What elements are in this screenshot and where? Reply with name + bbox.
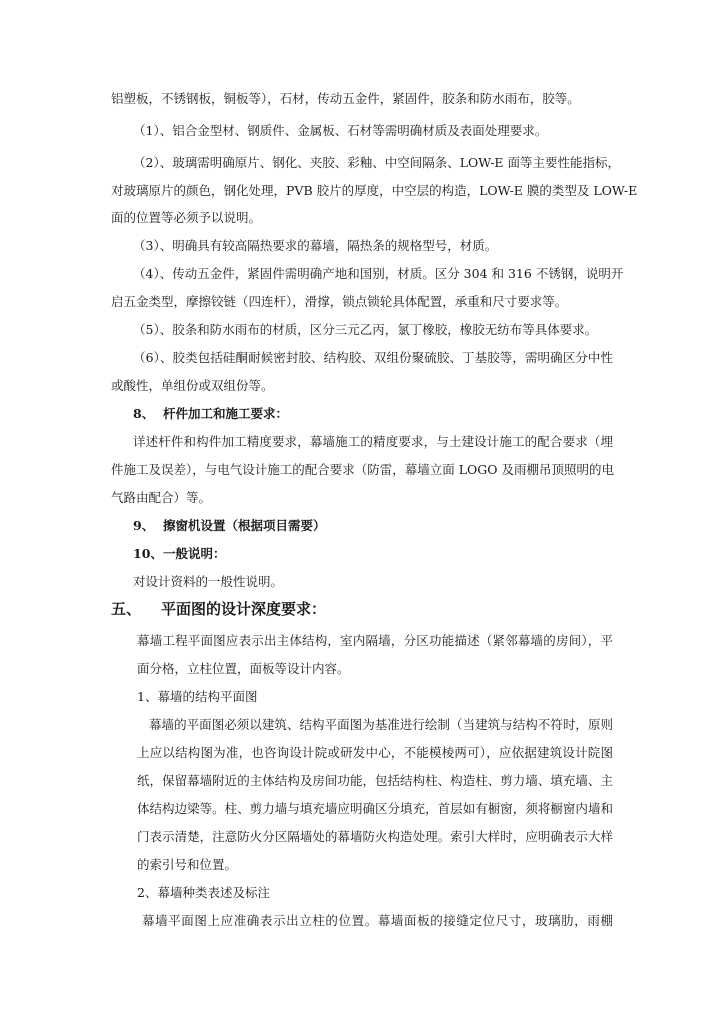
subheading-9 bbox=[133, 518, 613, 534]
text-line: （6）、胶类包括硅酮耐候密封胶、结构胶、双组份聚硫胶、丁基胶等，需明确区分中性 bbox=[133, 350, 613, 365]
text-line: 幕墙工程平面图应表示出主体结构，室内隔墙，分区功能描述（紧邻幕墙的房间），平 bbox=[137, 633, 613, 648]
subheading-10 bbox=[133, 546, 613, 562]
text-line: （4）、传动五金件，紧固件需明确产地和国别，材质。区分 304 和 316 不锈钢，说明开 bbox=[133, 266, 624, 281]
text-line: 幕墙的平面图必须以建筑、结构平面图为基准进行绘制（当建筑与结构不符时，原则 bbox=[149, 717, 613, 732]
text-line: 或酸性，单组份或双组份等。 bbox=[111, 378, 274, 393]
text-line: 启五金类型，摩擦铰链（四连杆），滑撑，锁点锁轮具体配置，承重和尺寸要求等。 bbox=[111, 294, 568, 309]
text-line: 详述杆件和构件加工精度要求，幕墙施工的精度要求，与土建设计施工的配合要求（埋 bbox=[133, 434, 613, 449]
text-line: 对玻璃原片的颜色，钢化处理，PVB 胶片的厚度，中空层的构造，LOW-E 膜的类型及 LOW-E bbox=[111, 183, 638, 198]
text-line: 上应以结构图为准，也咨询设计院或研发中心，不能模棱两可），应依据建筑设计院图 bbox=[137, 745, 613, 760]
heading-title: 杆件加工和施工要求： bbox=[163, 406, 289, 421]
text-line: 体结构边梁等。柱、剪力墙与填充墙应明确区分填充，首层如有橱窗，须将橱窗内墙和 bbox=[137, 801, 613, 816]
text-line: 幕墙平面图上应准确表示出立柱的位置。幕墙面板的接缝定位尺寸，玻璃肋，雨棚 bbox=[142, 913, 613, 928]
subheading-8 bbox=[133, 406, 613, 422]
text-line: 铝塑板，不锈钢板，铜板等），石材，传动五金件，紧固件，胶条和防水雨布，胶等。 bbox=[111, 91, 580, 106]
section-heading bbox=[111, 601, 613, 617]
section-title: 平面图的设计深度要求： bbox=[161, 600, 327, 618]
section-number: 五、 bbox=[111, 600, 142, 618]
heading-number: 10、 bbox=[133, 546, 163, 561]
text-line: 面分格，立柱位置，面板等设计内容。 bbox=[137, 661, 350, 676]
text-line: （3）、明确具有较高隔热要求的幕墙，隔热条的规格型号，材质。 bbox=[133, 238, 498, 253]
text-line: 件施工及误差），与电气设计施工的配合要求（防雷，幕墙立面 LOGO 及雨棚吊顶照明的电 bbox=[111, 462, 614, 477]
heading-number: 8、 bbox=[133, 406, 155, 421]
subsection-title: 2、幕墙种类表述及标注 bbox=[137, 885, 270, 900]
text-line: 面的位置等必须予以说明。 bbox=[111, 210, 262, 225]
text-line: （5）、胶条和防水雨布的材质，区分三元乙丙，氯丁橡胶，橡胶无纺布等具体要求。 bbox=[133, 322, 598, 337]
text-line: 气路由配合）等。 bbox=[111, 490, 212, 505]
subsection-title: 1、幕墙的结构平面图 bbox=[137, 689, 258, 704]
heading-title: 一般说明： bbox=[163, 546, 226, 561]
text-line: 纸，保留幕墙附近的主体结构及房间功能，包括结构柱、构造柱、剪力墙、填充墙、主 bbox=[137, 773, 613, 788]
text-line: 的索引号和位置。 bbox=[137, 857, 238, 872]
text-line: 对设计资料的一般性说明。 bbox=[133, 574, 284, 589]
text-line: （2）、玻璃需明确原片、钢化、夹胶、彩釉、中空间隔条、LOW-E 面等主要性能指标， bbox=[133, 155, 621, 170]
text-line: （1）、铝合金型材、钢质件、金属板、石材等需明确材质及表面处理要求。 bbox=[133, 123, 548, 138]
heading-number: 9、 bbox=[133, 518, 155, 533]
heading-title: 擦窗机设置（根据项目需要） bbox=[163, 518, 326, 533]
text-line: 门表示清楚，注意防火分区隔墙处的幕墙防火构造处理。索引大样时，应明确表示大样 bbox=[137, 829, 613, 844]
